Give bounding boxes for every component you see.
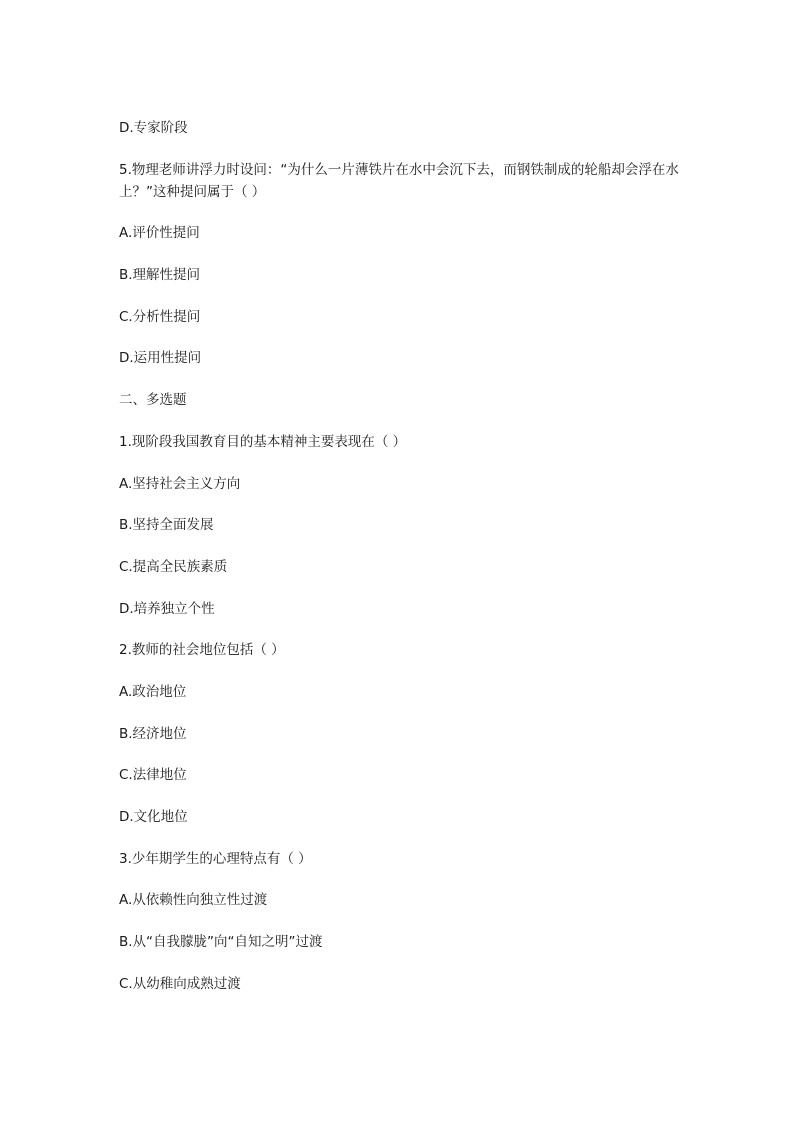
mq3-option-a: A.从依赖性向独立性过渡 — [119, 892, 268, 909]
multi-question-1: 1.现阶段我国教育目的基本精神主要表现在（ ） — [119, 433, 407, 450]
mq1-option-d: D.培养独立个性 — [119, 600, 215, 617]
multi-question-3: 3.少年期学生的心理特点有（ ） — [119, 850, 312, 867]
q5-option-d: D.运用性提问 — [119, 350, 202, 367]
option-d-expert-stage: D.专家阶段 — [119, 120, 188, 136]
mq3-option-b: B.从“自我朦胧”向“自知之明”过渡 — [119, 934, 323, 951]
section-heading-multiple-choice: 二、多选题 — [119, 392, 187, 409]
question-5: 5.物理老师讲浮力时设问：“为什么一片薄铁片在水中会沉下去，而钢铁制成的轮船却会浮在水上？”这种提问属于（ ） — [119, 161, 679, 200]
q5-option-c: C.分析性提问 — [119, 308, 201, 325]
mq2-option-a: A.政治地位 — [119, 683, 187, 700]
mq2-option-d: D.文化地位 — [119, 809, 188, 825]
mq1-option-c: C.提高全民族素质 — [119, 558, 228, 575]
q5-option-b: B.理解性提问 — [119, 267, 201, 284]
q5-option-a: A.评价性提问 — [119, 225, 200, 242]
document-content — [119, 117, 679, 1014]
mq2-option-b: B.经济地位 — [119, 725, 187, 742]
mq1-option-a: A.坚持社会主义方向 — [119, 475, 241, 492]
mq3-option-c: C.从幼稚向成熟过渡 — [119, 975, 241, 992]
mq2-option-c: C.法律地位 — [119, 767, 187, 784]
multi-question-2: 2.教师的社会地位包括（ ） — [119, 642, 285, 659]
mq1-option-b: B.坚持全面发展 — [119, 517, 214, 534]
